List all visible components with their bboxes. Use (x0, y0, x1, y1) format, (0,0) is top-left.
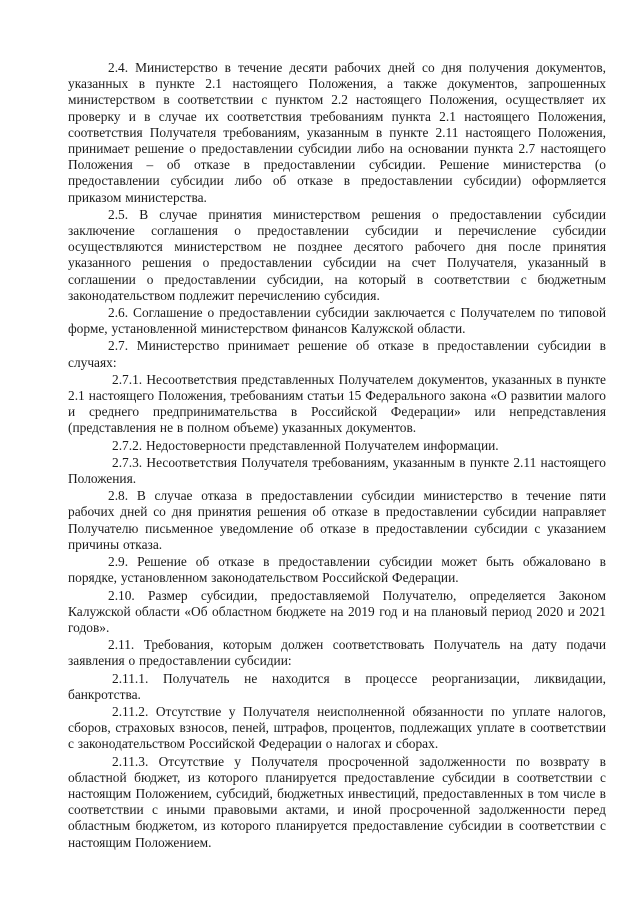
paragraph-2-11: 2.11. Требования, которым должен соответствовать Получатель на дату подачи заявления о предоставлении субсидии: (68, 637, 606, 669)
paragraph-2-6: 2.6. Соглашение о предоставлении субсидии заключается с Получателем по типовой форме, установленной министерством финансов Калужской области. (68, 305, 606, 337)
paragraph-2-9: 2.9. Решение об отказе в предоставлении субсидии может быть обжаловано в порядке, установленном законодательством Российской Федерации. (68, 554, 606, 586)
paragraph-2-7-1: 2.7.1. Несоответствия представленных Получателем документов, указанных в пункте 2.1 настоящего Положения, требованиям статьи 15 Федерального закона «О развитии малого и среднего предпринимательства в Российской Федерации» или непредставления (представления не в полном объеме) указанных документов. (68, 371, 606, 436)
paragraph-2-11-3: 2.11.3. Отсутствие у Получателя просроченной задолженности по возврату в областной бюджет, из которого планируется предоставление субсидии в соответствии с настоящим Положением, субсидий, бюджетных инвестиций, предоставленных в том числе в соответствии с иными правовыми актами, и иной просроченной задолженности перед областным бюджетом, из которого планируется предоставление субсидии в соответствии с настоящим Положением. (68, 753, 606, 850)
paragraph-2-4: 2.4. Министерство в течение десяти рабочих дней со дня получения документов, указанных в пункте 2.1 настоящего Положения, а также документов, запрошенных министерством в соответствии с пунктом 2.2 настоящего Положения, осуществляет их проверку и в случае их соответствия требованиям пункта 2.1 настоящего Положения, соответствия Получателя требованиям, указанным в пункте 2.11 настоящего Положения, принимает решение о предоставлении субсидии либо на основании пункта 2.7 настоящего Положения – об отказе в предоставлении субсидии. Решение министерства (о предоставлении субсидии либо об отказе в предоставлении субсидии) оформляется приказом министерства. (68, 60, 606, 205)
paragraph-2-7-2: 2.7.2. Недостоверности представленной Получателем информации. (112, 437, 499, 453)
paragraph-2-10: 2.10. Размер субсидии, предоставляемой Получателю, определяется Законом Калужской области «Об областном бюджете на 2019 год и на плановый период 2020 и 2021 годов». (68, 587, 606, 635)
paragraph-2-7: 2.7. Министерство принимает решение об отказе в предоставлении субсидии в случаях: (68, 338, 606, 370)
paragraph-2-8: 2.8. В случае отказа в предоставлении субсидии министерство в течение пяти рабочих дней со дня принятия решения об отказе в предоставлении субсидии направляет Получателю письменное уведомление об отказе в предоставлении субсидии с указанием причины отказа. (68, 488, 606, 552)
paragraph-2-7-3: 2.7.3. Несоответствия Получателя требованиям, указанным в пункте 2.11 настоящего Положения. (68, 454, 606, 487)
document-page (68, 60, 606, 860)
paragraph-2-11-1: 2.11.1. Получатель не находится в процессе реорганизации, ликвидации, банкротства. (68, 670, 606, 702)
paragraph-2-5: 2.5. В случае принятия министерством решения о предоставлении субсидии заключение соглашения о предоставлении субсидии и перечисление субсидии осуществляются министерством не позднее десятого рабочего дня после принятия указанного решения о предоставлении субсидии на счет Получателя, указанный в соглашении о предоставлении субсидии, на который в соответствии с бюджетным законодательством подлежит перечислению субсидия. (68, 206, 606, 303)
paragraph-2-11-2: 2.11.2. Отсутствие у Получателя неисполненной обязанности по уплате налогов, сборов, страховых взносов, пеней, штрафов, процентов, подлежащих уплате в соответствии с законодательством Российской Федерации о налогах и сборах. (68, 703, 606, 752)
